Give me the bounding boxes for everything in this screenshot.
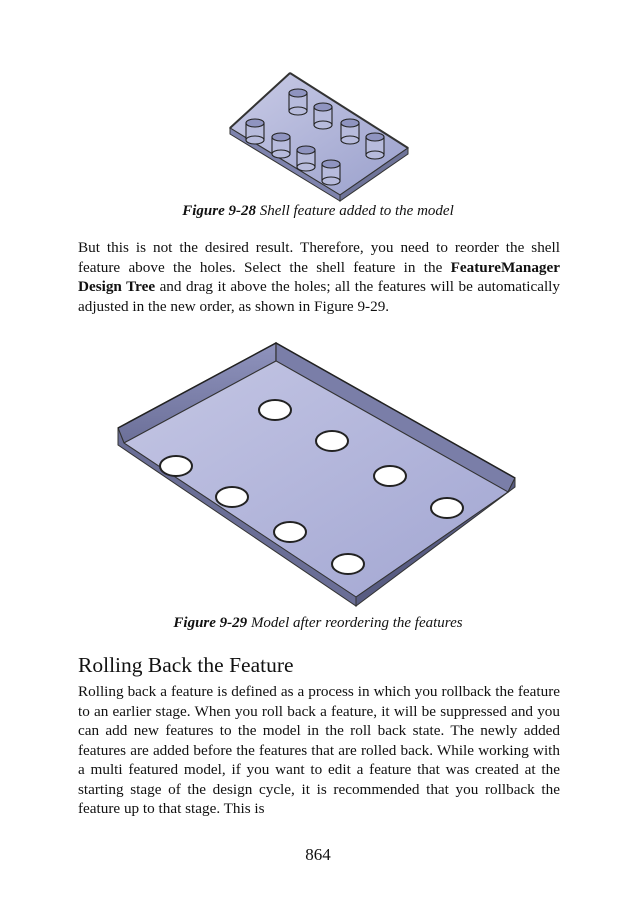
section-heading: Rolling Back the Feature: [78, 653, 294, 677]
figure-9-29-image: [0, 335, 636, 615]
page-number: 864: [305, 845, 331, 864]
figure-9-28-label: Figure 9-28: [182, 203, 257, 219]
featuremanager-design-tree-term: FeatureManager Design Tree: [78, 258, 560, 295]
paragraph-reorder-text-1: But this is not the desired result. Therefore, you need to reorder the shell feature above the holes. Select the shell feature in the: [78, 239, 560, 276]
figure-9-28-text: Shell feature added to the model: [259, 203, 454, 219]
figure-9-29-label: Figure 9-29: [173, 615, 248, 631]
paragraph-reorder-text-2: and drag it above the holes; all the features will be automatically adjusted in the new order, as shown in Figure 9-29.: [78, 278, 560, 315]
paragraph-reorder: [78, 238, 560, 316]
figure-9-29-caption: [0, 615, 636, 632]
figure-9-28-image: [0, 0, 636, 205]
section-body: Rolling back a feature is defined as a process in which you rollback the feature to an earlier stage. When you roll back a feature, it will be suppressed and you can add new features to the model in the roll back state. The newly added features are added before the features that are rolled back. While working with a multi featured model, if you want to edit a feature that was created at the starting stage of the design cycle, it is recommended that you rollback the feature up to that stage. This is: [78, 683, 560, 817]
figure-9-28-caption: [0, 203, 636, 220]
figure-9-29-text: Model after reordering the features: [250, 615, 463, 631]
